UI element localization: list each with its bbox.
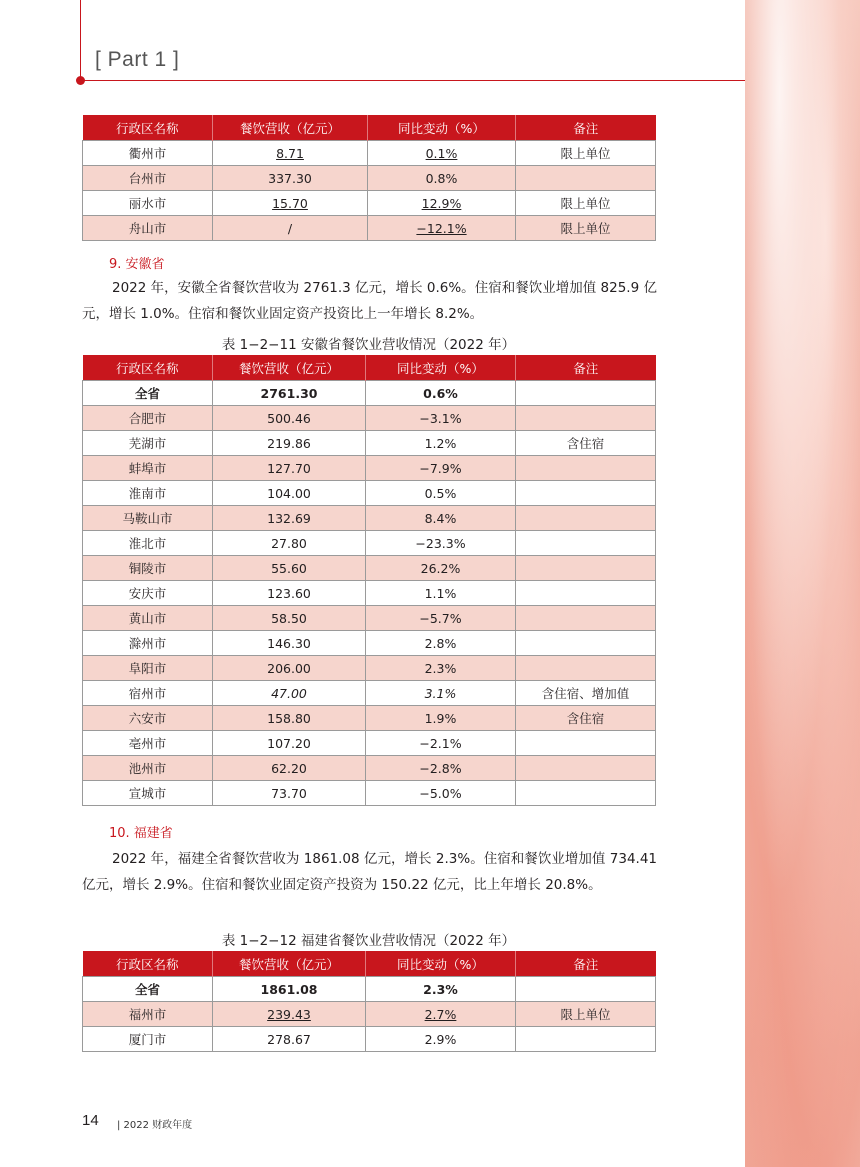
table-row <box>83 481 656 506</box>
cell-change: −23.3% <box>366 531 516 556</box>
cell-change: 1.2% <box>366 431 516 456</box>
caption-fujian: 表 1−2−12 福建省餐饮业营收情况（2022 年） <box>221 933 516 949</box>
cell-change: −12.1% <box>368 216 516 241</box>
cell-name: 福州市 <box>83 1002 213 1027</box>
cell-note <box>516 381 656 406</box>
section-heading-fujian: 10. 福建省 <box>109 826 173 841</box>
cell-revenue: 278.67 <box>213 1027 366 1052</box>
cell-name: 安庆市 <box>83 581 213 606</box>
table-zhejiang-continued <box>82 115 656 241</box>
cell-note <box>516 556 656 581</box>
table-row <box>83 216 656 241</box>
cell-change: 1.1% <box>366 581 516 606</box>
col-header-name: 行政区名称 <box>83 951 213 977</box>
cell-note <box>516 656 656 681</box>
cell-change: 12.9% <box>368 191 516 216</box>
cell-name: 淮南市 <box>83 481 213 506</box>
cell-note <box>516 731 656 756</box>
cell-name: 黄山市 <box>83 606 213 631</box>
table-row <box>83 681 656 706</box>
cell-name: 丽水市 <box>83 191 213 216</box>
col-header-revenue: 餐饮营收（亿元） <box>213 115 368 141</box>
header-vertical-rule <box>80 0 81 80</box>
col-header-note: 备注 <box>516 951 656 977</box>
cell-change: 0.6% <box>366 381 516 406</box>
cell-revenue: 73.70 <box>213 781 366 806</box>
cell-change: −2.1% <box>366 731 516 756</box>
cell-revenue: 219.86 <box>213 431 366 456</box>
cell-change: 2.9% <box>366 1027 516 1052</box>
table-row <box>83 781 656 806</box>
cell-revenue: 62.20 <box>213 756 366 781</box>
col-header-change: 同比变动（%） <box>368 115 516 141</box>
cell-name: 亳州市 <box>83 731 213 756</box>
cell-note: 限上单位 <box>516 216 656 241</box>
cell-change: −5.7% <box>366 606 516 631</box>
cell-name: 铜陵市 <box>83 556 213 581</box>
cell-note: 限上单位 <box>516 1002 656 1027</box>
cell-revenue: 55.60 <box>213 556 366 581</box>
header-horizontal-rule <box>80 80 745 81</box>
cell-change: 3.1% <box>366 681 516 706</box>
cell-change: 2.7% <box>366 1002 516 1027</box>
table-row <box>83 506 656 531</box>
caption-anhui: 表 1−2−11 安徽省餐饮业营收情况（2022 年） <box>221 337 516 353</box>
cell-name: 衢州市 <box>83 141 213 166</box>
cell-name: 阜阳市 <box>83 656 213 681</box>
cell-note: 限上单位 <box>516 191 656 216</box>
table-row <box>83 431 656 456</box>
cell-note <box>516 481 656 506</box>
cell-revenue: 206.00 <box>213 656 366 681</box>
cell-change: −5.0% <box>366 781 516 806</box>
cell-name: 全省 <box>83 977 213 1002</box>
table-row <box>83 406 656 431</box>
cell-revenue: 27.80 <box>213 531 366 556</box>
cell-note <box>516 756 656 781</box>
table-row <box>83 756 656 781</box>
side-photo <box>745 0 860 1167</box>
header-dot <box>76 76 85 85</box>
cell-change: −2.8% <box>366 756 516 781</box>
cell-revenue: 2761.30 <box>213 381 366 406</box>
cell-note <box>516 1027 656 1052</box>
cell-change: 2.3% <box>366 977 516 1002</box>
cell-revenue: 127.70 <box>213 456 366 481</box>
cell-name: 池州市 <box>83 756 213 781</box>
col-header-name: 行政区名称 <box>83 355 213 381</box>
cell-change: 0.8% <box>368 166 516 191</box>
table-row <box>83 456 656 481</box>
paragraph-fujian: 2022 年，福建全省餐饮营收为 1861.08 亿元，增长 2.3%。住宿和餐饮业增加值 734.41 亿元，增长 2.9%。住宿和餐饮业固定资产投资为 150.22 亿元，比上年增长 20.8%。 <box>82 851 657 893</box>
cell-note: 含住宿 <box>516 431 656 456</box>
cell-revenue: 58.50 <box>213 606 366 631</box>
col-header-change: 同比变动（%） <box>366 951 516 977</box>
paragraph-anhui: 2022 年，安徽全省餐饮营收为 2761.3 亿元，增长 0.6%。住宿和餐饮业增加值 825.9 亿元，增长 1.0%。住宿和餐饮业固定资产投资比上一年增长 8.2%。 <box>82 280 657 322</box>
cell-revenue: 239.43 <box>213 1002 366 1027</box>
cell-revenue: 107.20 <box>213 731 366 756</box>
col-header-note: 备注 <box>516 355 656 381</box>
cell-name: 滁州市 <box>83 631 213 656</box>
cell-note: 含住宿 <box>516 706 656 731</box>
cell-name: 舟山市 <box>83 216 213 241</box>
cell-change: 2.3% <box>366 656 516 681</box>
cell-change: 8.4% <box>366 506 516 531</box>
table-row <box>83 631 656 656</box>
cell-revenue: 123.60 <box>213 581 366 606</box>
cell-name: 淮北市 <box>83 531 213 556</box>
cell-note: 含住宿、增加值 <box>516 681 656 706</box>
table-row <box>83 191 656 216</box>
cell-revenue: 132.69 <box>213 506 366 531</box>
table-row <box>83 381 656 406</box>
cell-note <box>516 506 656 531</box>
cell-change: 0.5% <box>366 481 516 506</box>
cell-revenue: 104.00 <box>213 481 366 506</box>
cell-revenue: / <box>213 216 368 241</box>
cell-name: 宣城市 <box>83 781 213 806</box>
cell-note <box>516 781 656 806</box>
cell-note <box>516 606 656 631</box>
table-row <box>83 606 656 631</box>
cell-note <box>516 531 656 556</box>
table-row <box>83 706 656 731</box>
col-header-change: 同比变动（%） <box>366 355 516 381</box>
cell-change: −3.1% <box>366 406 516 431</box>
cell-note <box>516 581 656 606</box>
cell-change: 2.8% <box>366 631 516 656</box>
cell-change: 26.2% <box>366 556 516 581</box>
part-label: [ Part 1 ] <box>95 48 180 71</box>
cell-name: 宿州市 <box>83 681 213 706</box>
col-header-revenue: 餐饮营收（亿元） <box>213 355 366 381</box>
footer-text: | 2022 财政年度 <box>117 1120 193 1131</box>
table-row <box>83 531 656 556</box>
table-anhui <box>82 355 656 806</box>
cell-name: 合肥市 <box>83 406 213 431</box>
cell-note <box>516 406 656 431</box>
cell-name: 六安市 <box>83 706 213 731</box>
cell-name: 芜湖市 <box>83 431 213 456</box>
cell-note <box>516 456 656 481</box>
cell-note <box>516 631 656 656</box>
cell-revenue: 8.71 <box>213 141 368 166</box>
section-heading-anhui: 9. 安徽省 <box>109 257 165 272</box>
cell-change: 1.9% <box>366 706 516 731</box>
cell-note <box>516 166 656 191</box>
cell-revenue: 146.30 <box>213 631 366 656</box>
table-row <box>83 581 656 606</box>
cell-name: 台州市 <box>83 166 213 191</box>
table-fujian <box>82 951 656 1052</box>
cell-change: −7.9% <box>366 456 516 481</box>
table-row <box>83 1002 656 1027</box>
cell-note <box>516 977 656 1002</box>
col-header-revenue: 餐饮营收（亿元） <box>213 951 366 977</box>
table-row <box>83 731 656 756</box>
table-row <box>83 141 656 166</box>
cell-revenue: 158.80 <box>213 706 366 731</box>
cell-revenue: 500.46 <box>213 406 366 431</box>
cell-name: 蚌埠市 <box>83 456 213 481</box>
col-header-name: 行政区名称 <box>83 115 213 141</box>
cell-name: 厦门市 <box>83 1027 213 1052</box>
table-row <box>83 1027 656 1052</box>
cell-revenue: 47.00 <box>213 681 366 706</box>
cell-revenue: 1861.08 <box>213 977 366 1002</box>
cell-name: 马鞍山市 <box>83 506 213 531</box>
cell-revenue: 15.70 <box>213 191 368 216</box>
col-header-note: 备注 <box>516 115 656 141</box>
table-row <box>83 556 656 581</box>
cell-revenue: 337.30 <box>213 166 368 191</box>
cell-note: 限上单位 <box>516 141 656 166</box>
cell-change: 0.1% <box>368 141 516 166</box>
table-row <box>83 656 656 681</box>
page-number: 14 <box>82 1112 99 1129</box>
cell-name: 全省 <box>83 381 213 406</box>
table-row <box>83 977 656 1002</box>
table-row <box>83 166 656 191</box>
